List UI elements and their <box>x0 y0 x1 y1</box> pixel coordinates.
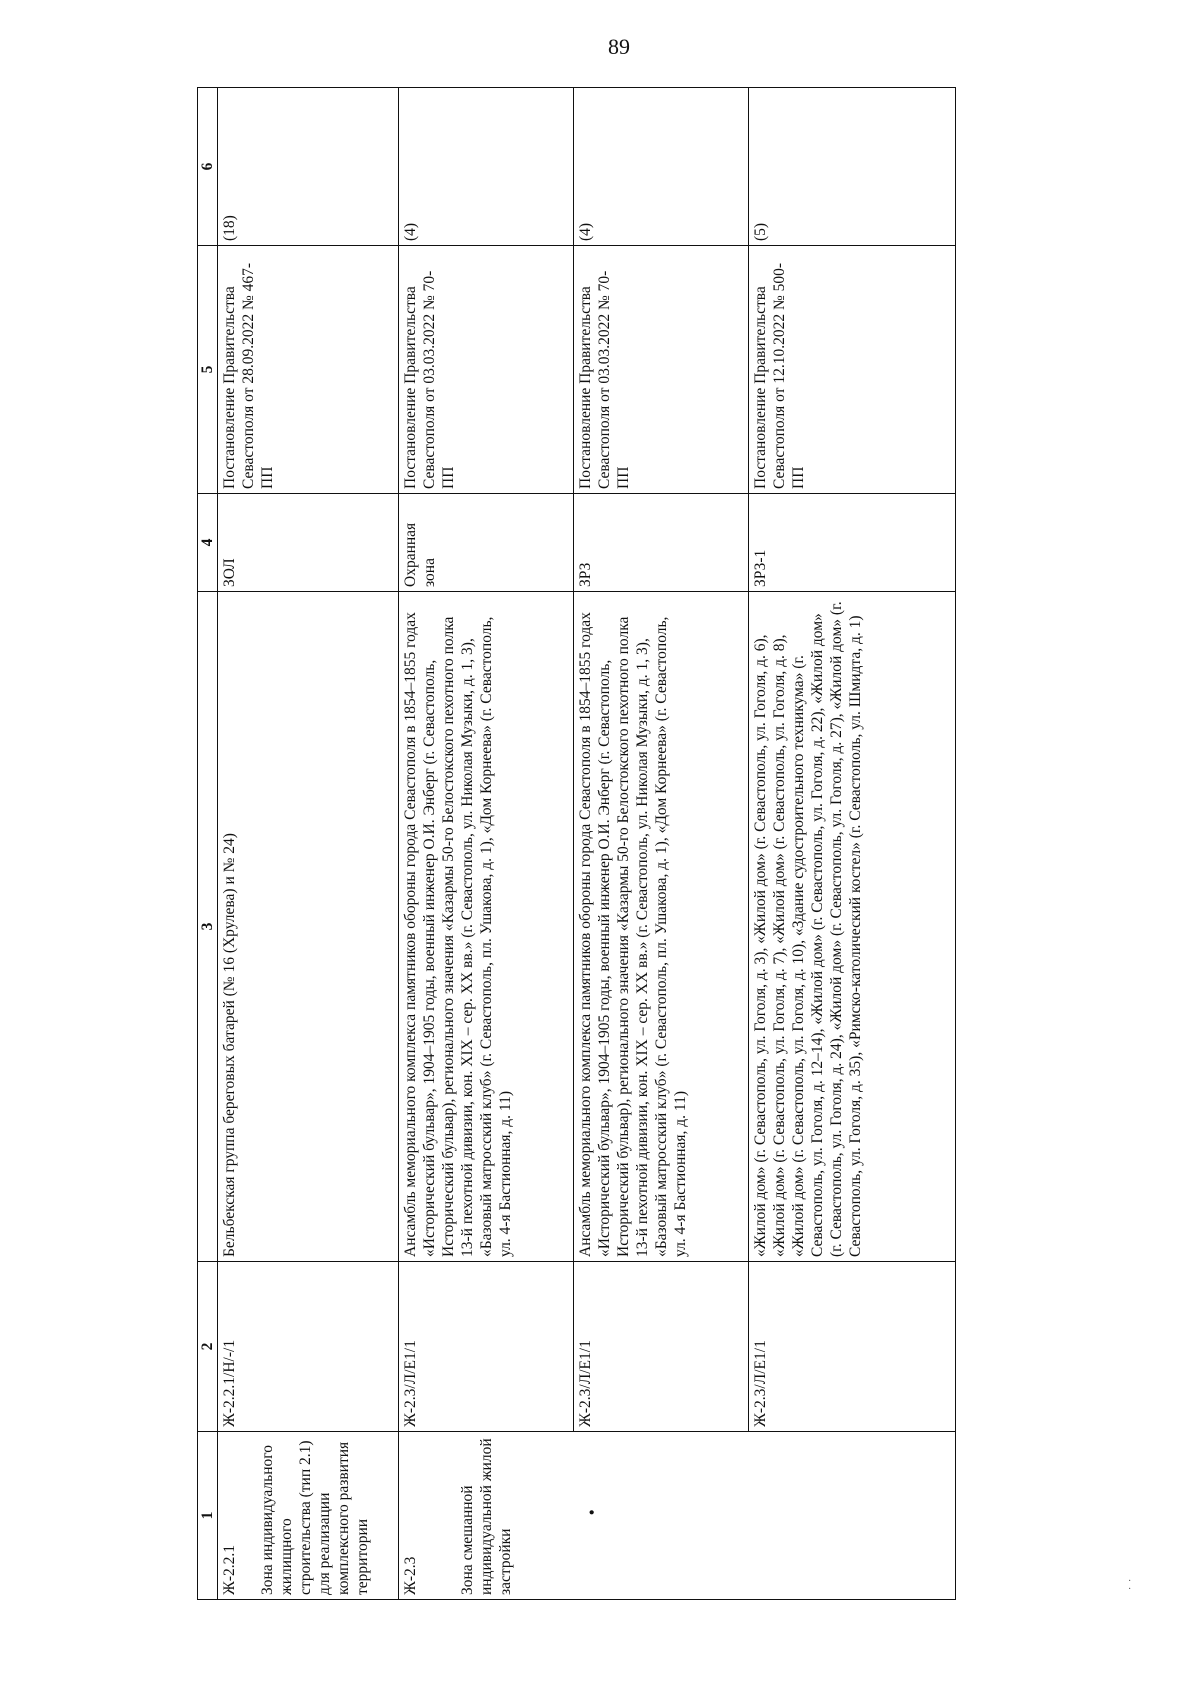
reference-cell: (4) <box>573 88 748 246</box>
table-row <box>573 88 748 1600</box>
document-cell: Постановление Правительства Севастополя от 03.03.2022 № 70-ПП <box>398 246 573 494</box>
reference-cell: (18) <box>218 88 399 246</box>
column-header: 5 <box>198 246 218 494</box>
table-row <box>398 88 573 1600</box>
reference-cell: (5) <box>748 88 955 246</box>
zone-code: Ж-2.2.1 <box>221 1544 238 1595</box>
rotated-table-container <box>197 88 956 1600</box>
column-header: 4 <box>198 494 218 592</box>
zones-table <box>197 87 956 1600</box>
code-cell: Ж-2.3/Л/Е1/1 <box>398 1262 573 1432</box>
column-header: 2 <box>198 1262 218 1432</box>
table-header-row <box>198 88 218 1600</box>
code-cell: Ж-2.3/Л/Е1/1 <box>573 1262 748 1432</box>
zone-name: Зона индивидуального жилищного строительства (тип 2.1) для реализации комплексного развития территории <box>259 1440 371 1595</box>
zone-cell <box>218 1432 399 1600</box>
table-row <box>218 88 399 1600</box>
zone-name: Зона смешанной индивидуальной жилой застройки <box>458 1438 514 1595</box>
stray-dot: • <box>584 1509 602 1515</box>
column-header: 6 <box>198 88 218 246</box>
document-cell: Постановление Правительства Севастополя от 03.03.2022 № 70-ПП <box>573 246 748 494</box>
zone-type-cell: Охранная зона <box>398 494 573 592</box>
scan-artifact: · · <box>1128 1576 1132 1595</box>
page-number: 89 <box>608 34 630 59</box>
zone-cell <box>748 1432 955 1600</box>
zone-type-cell: ЗРЗ-1 <box>748 494 955 592</box>
zone-code: Ж-2.3 <box>401 1556 419 1595</box>
object-cell: Ансамбль мемориального комплекса памятников обороны города Севастополя в 1854–1855 годах «Исторический бульвар», 1904–1905 годы, военный инженер О.И. Энберг (г. Севастополь, Исторический бульвар), регионального значения «Казармы 50-го Белостокского пехотного полка 13-й пехотной дивизии, кон. XIX – сер. XX вв.» (г. Севастополь, ул. Николая Музыки, д. 1, 3), «Базовый матросский клуб» (г. Севастополь, пл. Ушакова, д. 1), «Дом Корнеева» (г. Севастополь, ул. 4-я Бастионная, д. 11) <box>398 592 573 1262</box>
code-cell: Ж-2.2.1/Н/-/1 <box>218 1262 399 1432</box>
reference-cell: (4) <box>398 88 573 246</box>
object-cell: Бельбекская группа береговых батарей (№ 16 (Хрулева) и № 24) <box>218 592 399 1262</box>
code-cell: Ж-2.3/Л/Е1/1 <box>748 1262 955 1432</box>
column-header: 3 <box>198 592 218 1262</box>
document-cell: Постановление Правительства Севастополя от 12.10.2022 № 500-ПП <box>748 246 955 494</box>
zone-cell <box>398 1432 573 1600</box>
object-cell: Ансамбль мемориального комплекса памятников обороны города Севастополя в 1854–1855 годах «Исторический бульвар», 1904–1905 годы, военный инженер О.И. Энберг (г. Севастополь, Исторический бульвар), регионального значения «Казармы 50-го Белостокского пехотного полка 13-й пехотной дивизии, кон. XIX – сер. XX вв.» (г. Севастополь, ул. Николая Музыки, д. 1, 3), «Базовый матросский клуб» (г. Севастополь, пл. Ушакова, д. 1), «Дом Корнеева» (г. Севастополь, ул. 4-я Бастионная, д. 11) <box>573 592 748 1262</box>
zone-cell <box>573 1432 748 1600</box>
zone-type-cell: ЗОЛ <box>218 494 399 592</box>
zone-type-cell: ЗРЗ <box>573 494 748 592</box>
column-header: 1 <box>198 1432 218 1600</box>
object-cell: «Жилой дом» (г. Севастополь, ул. Гоголя, д. 3), «Жилой дом» (г. Севастополь, ул. Гоголя, д. 6), «Жилой дом» (г. Севастополь, ул. Гоголя, д. 7), «Жилой дом» (г. Севастополь, ул. Гоголя, д. 8), «Жилой дом» (г. Севастополь, ул. Гоголя, д. 10), «Здание судостроительного техникума» (г. Севастополь, ул. Гоголя, д. 12–14), «Жилой дом» (г. Севастополь, ул. Гоголя, д. 22), «Жилой дом» (г. Севастополь, ул. Гоголя, д. 24), «Жилой дом» (г. Севастополь, ул. Гоголя, д. 27), «Жилой дом» (г. Севастополь, ул. Гоголя, д. 35), «Римско-католический костел» (г. Севастополь, ул. Шмидта, д. 1) <box>748 592 955 1262</box>
document-cell: Постановление Правительства Севастополя от 28.09.2022 № 467-ПП <box>218 246 399 494</box>
table-row <box>748 88 955 1600</box>
